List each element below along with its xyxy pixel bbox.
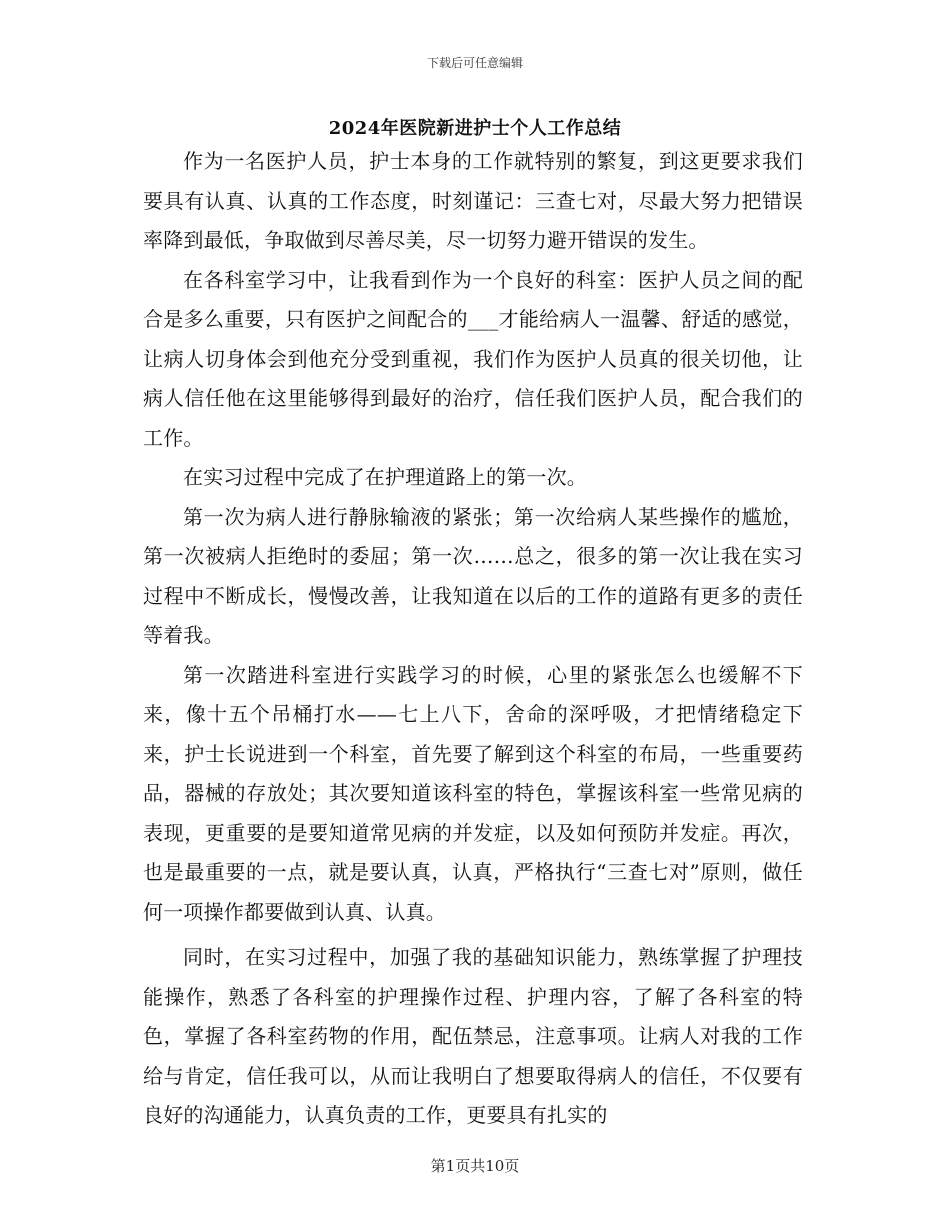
document-title: 2024年医院新进护士个人工作总结 (328, 118, 622, 139)
paragraph-6: 同时，在实习过程中，加强了我的基础知识能力，熟练掌握了护理技能操作，熟悉了各科室的护理操作过程、护理内容，了解了各科室的特色，掌握了各科室药物的作用，配伍禁忌，注意事项。让病人对我的工作给与肯定，信任我可以，从而让我明白了想要取得病人的信任，不仅要有良好的沟通能力，认真负责的工作，更要具有扎实的 (143, 945, 803, 1127)
paragraph-5: 第一次踏进科室进行实践学习的时候，心里的紧张怎么也缓解不下来，像十五个吊桶打水——七上八下，舍命的深呼吸，才把情绪稳定下来，护士长说进到一个科室，首先要了解到这个科室的布局，一些重要药品，器械的存放处；其次要知道该科室的特色，掌握该科室一些常见病的表现，更重要的是要知道常见病的并发症，以及如何预防并发症。再次，也是最重要的一点，就是要认真，认真，严格执行“三查七对”原则，做任何一项操作都要做到认真、认真。 (143, 662, 803, 924)
paragraph-4: 第一次为病人进行静脉输液的紧张；第一次给病人某些操作的尴尬，第一次被病人拒绝时的委屈；第一次……总之，很多的第一次让我在实习过程中不断成长，慢慢改善，让我知道在以后的工作的道路有更多的责任等着我。 (143, 504, 803, 647)
document-body (143, 142, 803, 1136)
paragraph-1: 作为一名医护人员，护士本身的工作就特别的繁复，到这更要求我们要具有认真、认真的工作态度，时刻谨记：三查七对，尽最大努力把错误率降到最低，争取做到尽善尽美，尽一切努力避开错误的发生。 (143, 149, 803, 252)
header-note: 下载后可任意编辑 (426, 56, 523, 70)
paragraph-2: 在各科室学习中，让我看到作为一个良好的科室：医护人员之间的配合是多么重要，只有医护之间配合的___才能给病人一温馨、舒适的感觉，让病人切身体会到他充分受到重视，我们作为医护人员真的很关切他，让病人信任他在这里能够得到最好的治疗，信任我们医护人员，配合我们的工作。 (143, 267, 803, 450)
paragraph-3: 在实习过程中完成了在护理道路上的第一次。 (183, 465, 587, 489)
page-indicator: 第1页共10页 (430, 1157, 520, 1175)
